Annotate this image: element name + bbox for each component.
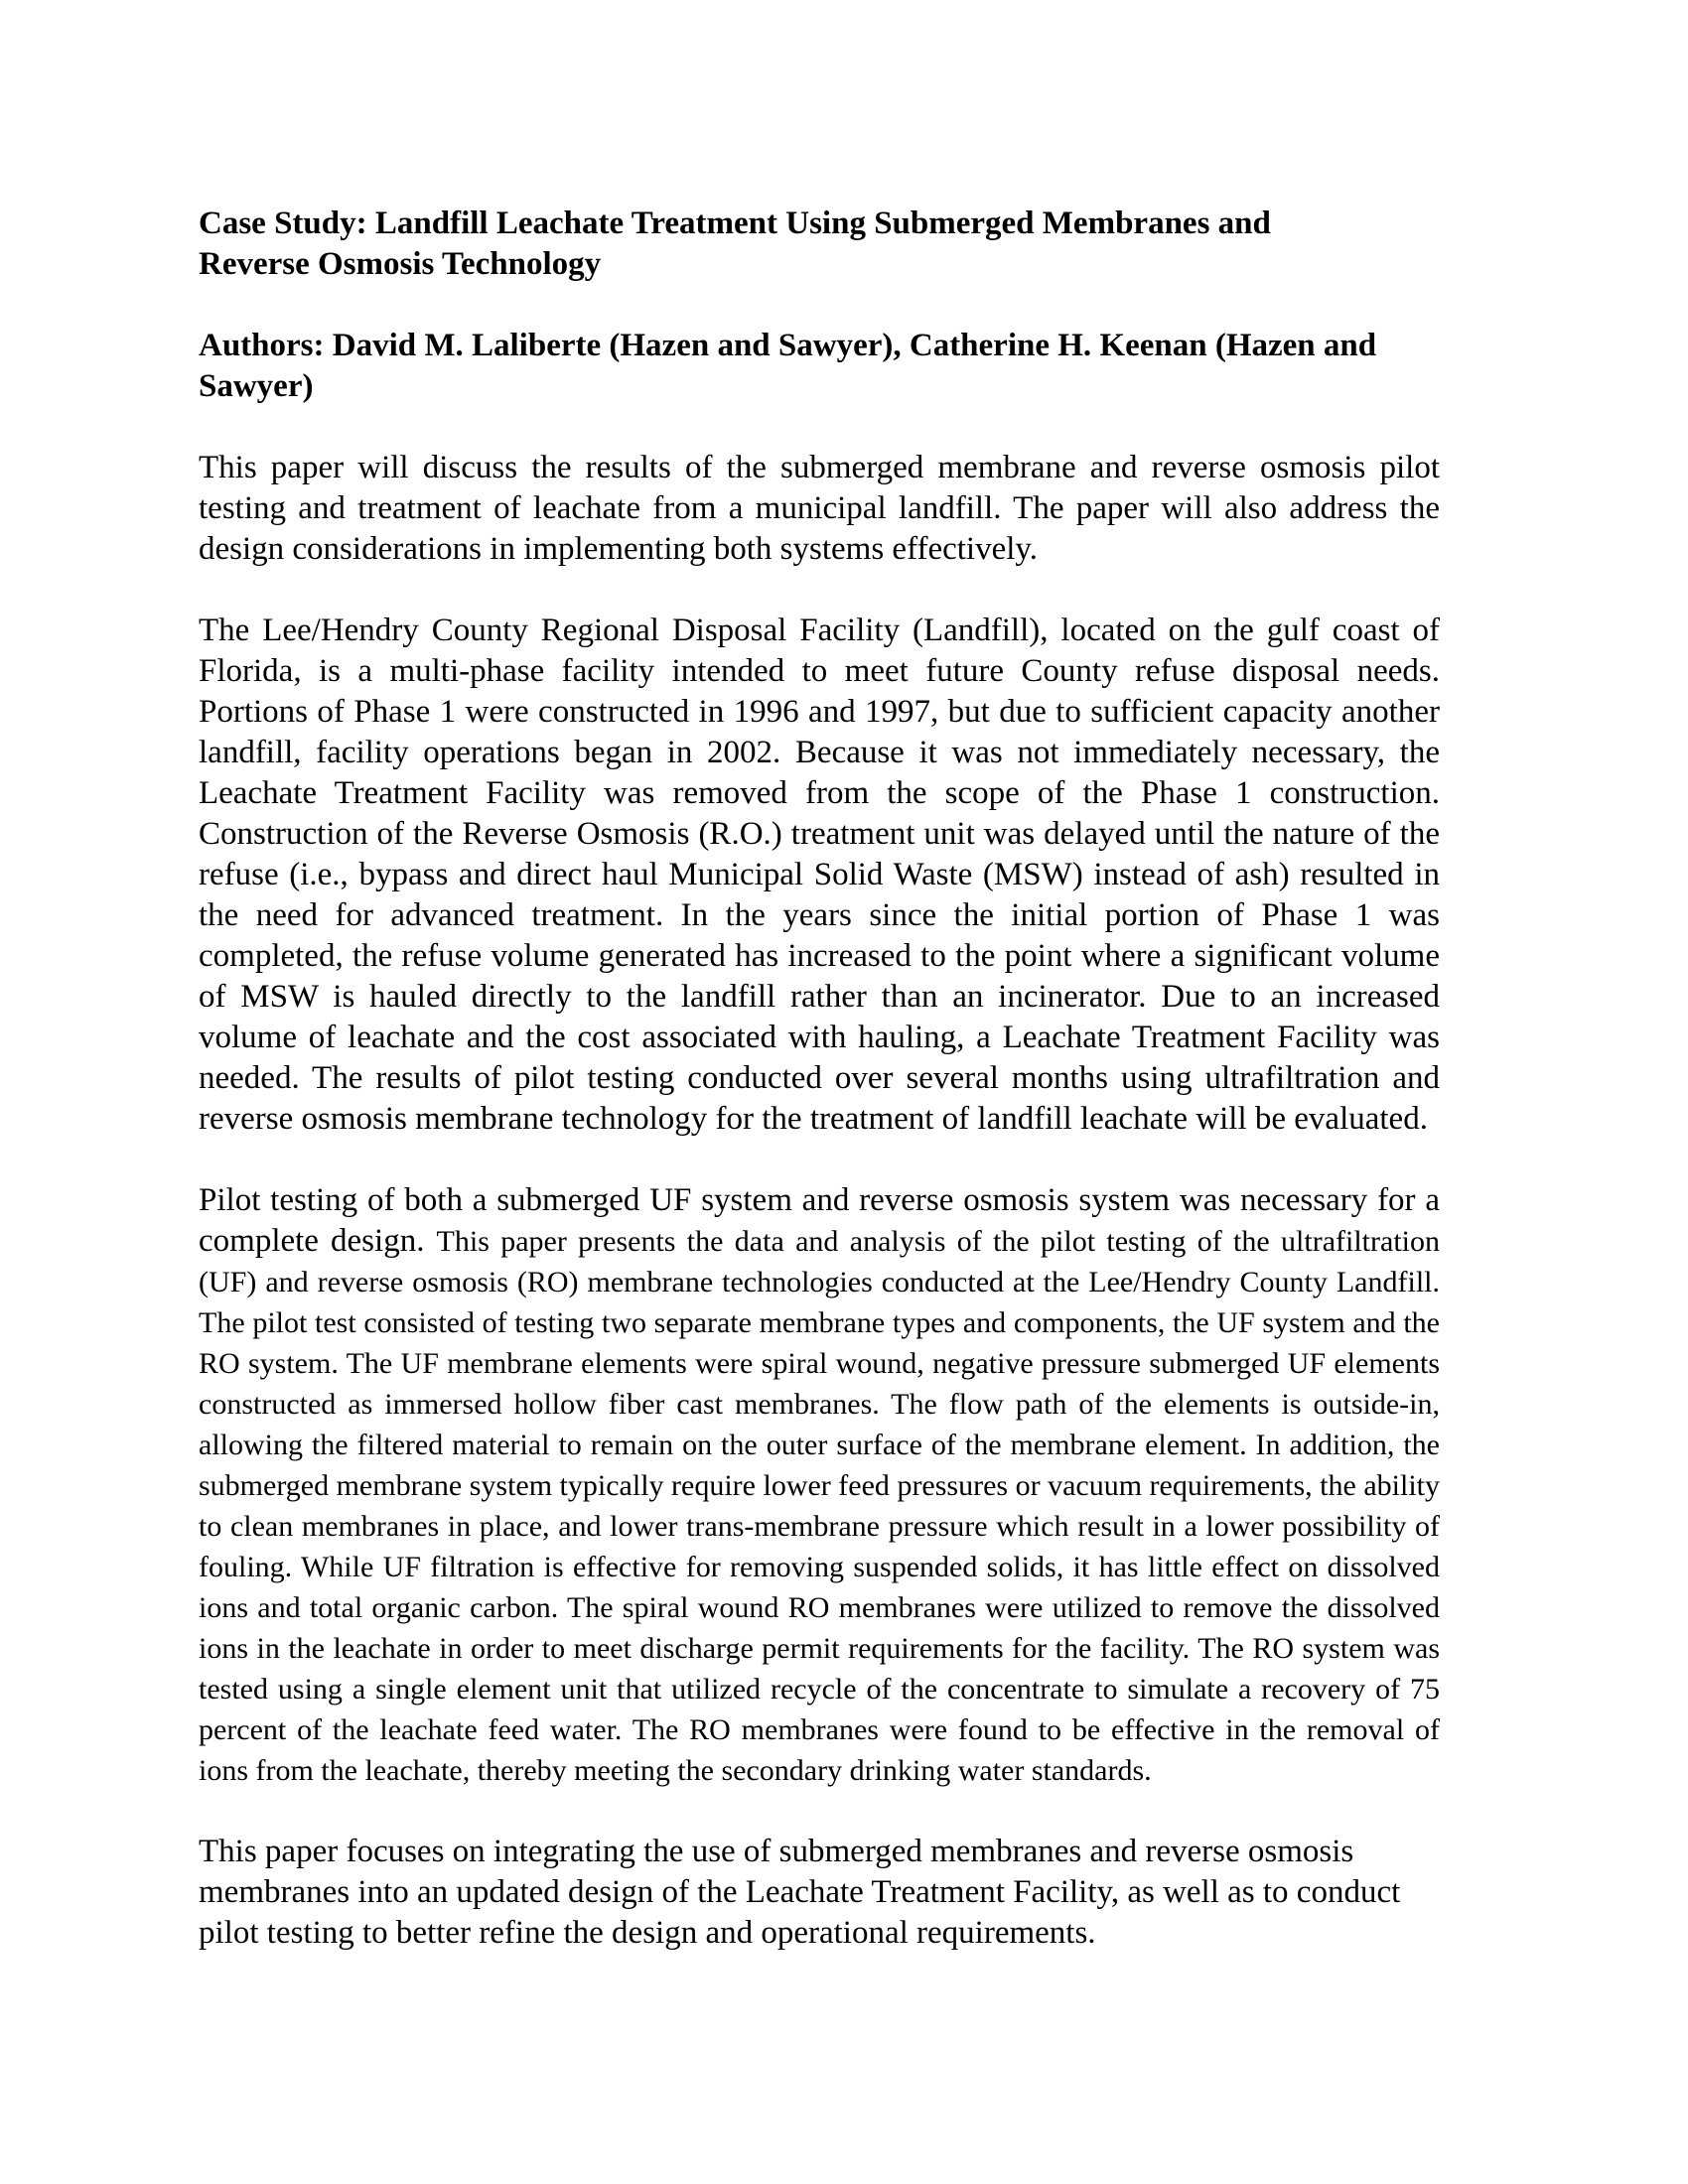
pilot-testing-lead-sentence: Pilot testing of both a submerged UF system and reverse osmosis system was necessary for a complete design. xyxy=(199,1182,1440,1259)
pilot-testing-detail: This paper presents the data and analysis of the pilot testing of the ultrafiltration (UF) and reverse osmosis (RO) membrane technologies conducted at the Lee/Hendry County Landfill. The pilot test consisted of testing two separate membrane types and components, the UF system and the RO system. The UF membrane elements were spiral wound, negative pressure submerged UF elements constructed as immersed hollow fiber cast membranes. The flow path of the elements is outside-in, allowing the filtered material to remain on the outer surface of the membrane element. In addition, the submerged membrane system typically require lower feed pressures or vacuum requirements, the ability to clean membranes in place, and lower trans-membrane pressure which result in a lower possibility of fouling. While UF filtration is effective for removing suspended solids, it has little effect on dissolved ions and total organic carbon. The spiral wound RO membranes were utilized to remove the dissolved ions in the leachate in order to meet discharge permit requirements for the facility. The RO system was tested using a single element unit that utilized recycle of the concentrate to simulate a recovery of 75 percent of the leachate feed water. The RO membranes were found to be effective in the removal of ions from the leachate, thereby meeting the secondary drinking water standards. xyxy=(199,1225,1440,1787)
document-title xyxy=(199,204,1440,285)
authors-heading xyxy=(199,326,1440,407)
paragraph-intro: This paper will discuss the results of the submerged membrane and reverse osmosis pilot testing and treatment of leachate from a municipal landfill. The paper will also address the design considerations in implementing both systems effectively. xyxy=(199,450,1440,567)
paragraph-pilot-testing xyxy=(199,1180,1440,1791)
document-title-line-1: Case Study: Landfill Leachate Treatment Using Submerged Membranes and xyxy=(199,205,1271,241)
paragraph-background: The Lee/Hendry County Regional Disposal Facility (Landfill), located on the gulf coast of Florida, is a multi-phase facility intended to meet future County refuse disposal needs. Portions of Phase 1 were constructed in 1996 and 1997, but due to sufficient capacity another landfill, facility operations began in 2002. Because it was not immediately necessary, the Leachate Treatment Facility was removed from the scope of the Phase 1 construction. Construction of the Reverse Osmosis (R.O.) treatment unit was delayed until the nature of the refuse (i.e., bypass and direct haul Municipal Solid Waste (MSW) instead of ash) resulted in the need for advanced treatment. In the years since the initial portion of Phase 1 was completed, the refuse volume generated has increased to the point where a significant volume of MSW is hauled directly to the landfill rather than an incinerator. Due to an increased volume of leachate and the cost associated with hauling, a Leachate Treatment Facility was needed. The results of pilot testing conducted over several months using ultrafiltration and reverse osmosis membrane technology for the treatment of landfill leachate will be evaluated. xyxy=(199,613,1440,1137)
authors-line-1: Authors: David M. Laliberte (Hazen and Sawyer), Catherine H. Keenan (Hazen and xyxy=(199,328,1377,363)
authors-line-2: Sawyer) xyxy=(199,368,314,404)
document-title-line-2: Reverse Osmosis Technology xyxy=(199,246,602,282)
paragraph-conclusion: This paper focuses on integrating the use of submerged membranes and reverse osmosis membranes into an updated design of the Leachate Treatment Facility, as well as to conduct pilot testing to better refine the design and operational requirements. xyxy=(199,1834,1401,1951)
